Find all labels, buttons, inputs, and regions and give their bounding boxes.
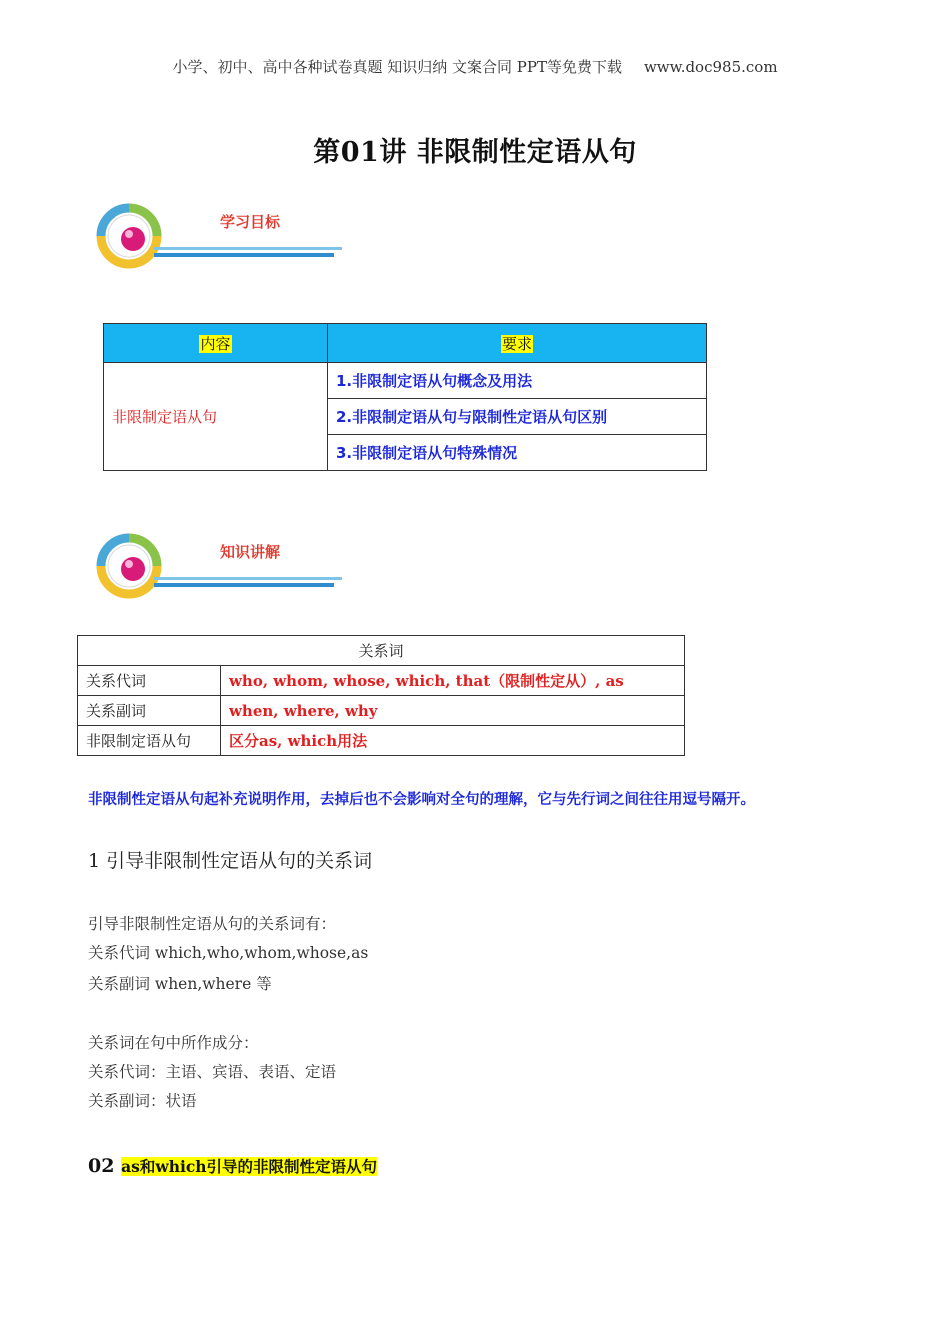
paragraph-line: 关系副词：状语 [88,1092,197,1110]
section-number: 02 [88,1155,115,1177]
section-badge-knowledge [96,533,346,603]
knowledge-table [77,635,685,756]
paragraph-line: 关系代词 which,who,whom,whose,as [88,944,369,962]
definition-note: 非限制性定语从句起补充说明作用，去掉后也不会影响对全句的理解，它与先行词之间往往用逗号隔开。 [88,792,755,808]
table-row-key: 关系副词 [78,696,221,726]
requirement-cell: 3.非限制定语从句特殊情况 [328,435,707,471]
header-site: www.doc985.com [643,58,778,76]
objectives-table [103,323,707,471]
page-title: 第01讲 非限制性定语从句 [313,137,637,168]
requirement-cell: 2.非限制定语从句与限制性定语从句区别 [328,399,707,435]
section-label-objectives: 学习目标 [220,213,281,231]
section-heading-2 [88,1155,377,1177]
header-text: 小学、初中、高中各种试卷真题 知识归纳 文案合同 PPT等免费下载 [172,58,622,76]
paragraph-line: 关系副词 when,where 等 [88,975,272,993]
table-row-key: 关系代词 [78,666,221,696]
table-row-key: 非限制定语从句 [78,726,221,756]
paragraph-line: 关系词在句中所作成分： [88,1034,259,1052]
paragraph-line: 引导非限制性定语从句的关系词有： [88,915,337,933]
table-header-content: 内容 [104,324,328,363]
requirement-cell: 1.非限制定语从句概念及用法 [328,363,707,399]
page-header [0,56,950,77]
section-heading-2-text: as和which引导的非限制性定语从句 [121,1157,378,1176]
topic-cell: 非限制定语从句 [104,363,328,471]
table-caption: 关系词 [78,636,685,666]
table-row-value: who, whom, whose, which, that（限制性定从）, as [221,666,685,696]
section-label-knowledge: 知识讲解 [220,543,281,561]
table-row-value: when, where, why [221,696,685,726]
paragraph-line: 关系代词：主语、宾语、表语、定语 [88,1063,337,1081]
section-heading-1: 1 引导非限制性定语从句的关系词 [88,850,373,872]
section-badge-objectives [96,203,346,273]
table-header-requirement: 要求 [328,324,707,363]
table-row-value: 区分as, which用法 [221,726,685,756]
